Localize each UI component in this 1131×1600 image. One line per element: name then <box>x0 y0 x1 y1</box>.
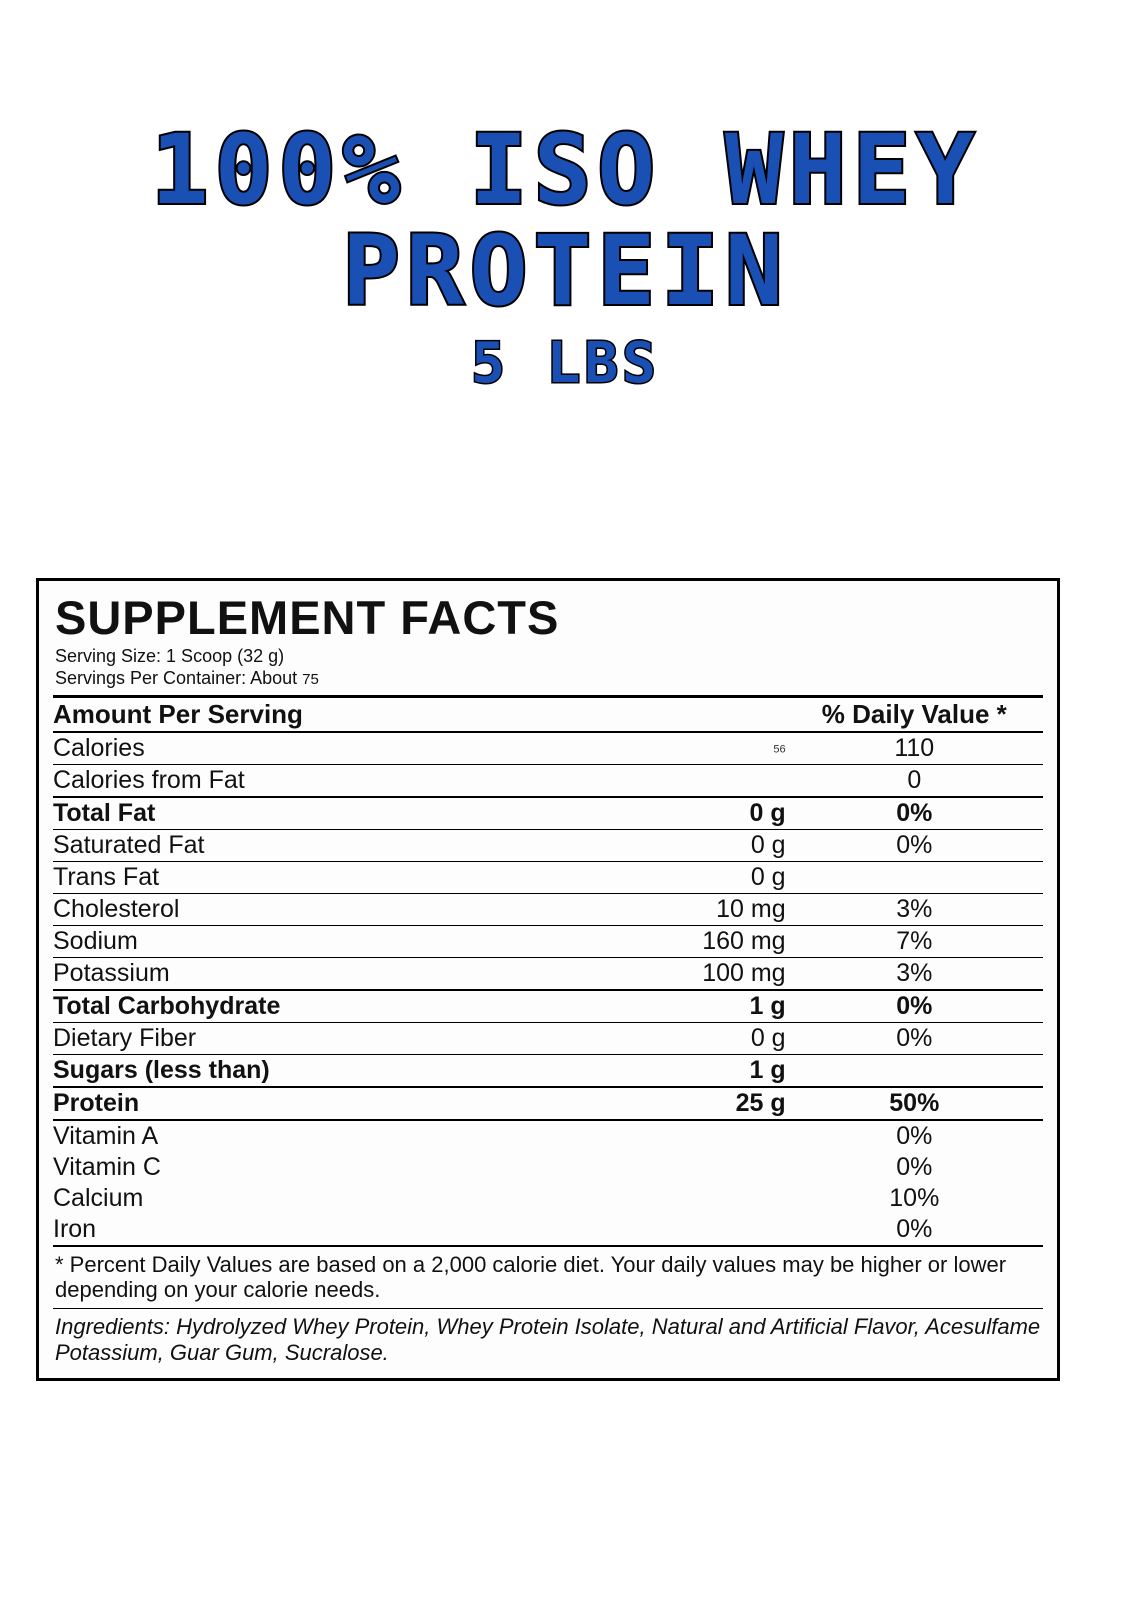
row-name: Iron <box>53 1214 97 1243</box>
row-name: Trans Fat <box>53 861 568 893</box>
row-dv: 0% <box>786 990 1043 1023</box>
row-name: Cholesterol <box>53 893 568 925</box>
table-row <box>53 925 1043 957</box>
row-dv <box>786 1054 1043 1087</box>
row-dv: 0% <box>786 829 1043 861</box>
row-dv <box>786 861 1043 893</box>
row-dv: 0 <box>786 764 1043 797</box>
row-name: Vitamin A <box>53 1120 568 1152</box>
row-amount: 0 g <box>568 797 786 830</box>
row-dv: 110 <box>786 732 1043 765</box>
table-row <box>53 1183 1043 1214</box>
row-dv: 3% <box>786 957 1043 990</box>
row-name: Saturated Fat <box>53 829 568 861</box>
supplement-facts-heading: SUPPLEMENT FACTS <box>55 591 560 644</box>
table-row <box>53 1022 1043 1054</box>
servings-per-container-value: 75 <box>302 670 319 688</box>
row-amount <box>568 764 786 797</box>
amount-per-serving-header: Amount Per Serving <box>53 698 303 729</box>
table-row <box>53 797 1043 830</box>
product-title-line-1: 100% ISO WHEY <box>150 114 981 226</box>
row-name: Dietary Fiber <box>53 1022 568 1054</box>
row-dv: 0% <box>896 1214 933 1243</box>
row-name: Calories <box>53 732 568 765</box>
row-dv: 0% <box>896 1152 933 1181</box>
table-row <box>53 829 1043 861</box>
row-name: Protein <box>53 1087 568 1120</box>
row-name: Calories from Fat <box>53 764 568 797</box>
row-amount <box>568 732 786 765</box>
row-amount <box>568 1152 786 1183</box>
amount-column-spacer <box>568 698 786 732</box>
row-amount: 0 g <box>568 1022 786 1054</box>
row-amount: 25 g <box>568 1087 786 1120</box>
row-amount: 1 g <box>568 990 786 1023</box>
row-amount: 0 g <box>568 829 786 861</box>
row-dv: 0% <box>786 1120 1043 1152</box>
row-dv: 50% <box>786 1087 1043 1120</box>
row-name: Potassium <box>53 957 568 990</box>
table-row <box>53 1087 1043 1120</box>
row-amount: 160 mg <box>568 925 786 957</box>
row-amount <box>568 1214 786 1245</box>
row-dv: 3% <box>786 893 1043 925</box>
table-row <box>53 1120 1043 1152</box>
supplement-facts-panel <box>36 578 1060 1381</box>
row-name: Sodium <box>53 925 568 957</box>
table-row <box>53 990 1043 1023</box>
row-amount <box>568 1183 786 1214</box>
product-size-label: 5 LBS <box>471 330 660 396</box>
row-amount <box>568 1120 786 1152</box>
row-dv: 0% <box>786 797 1043 830</box>
table-row <box>53 1214 1043 1245</box>
servings-per-container-text <box>55 668 1043 689</box>
row-dv: 10% <box>889 1183 940 1212</box>
row-name: Total Fat <box>53 797 568 830</box>
row-name: Sugars (less than) <box>53 1054 568 1087</box>
table-row <box>53 1152 1043 1183</box>
row-amount: 0 g <box>568 861 786 893</box>
daily-value-header: % Daily Value * <box>821 698 1007 729</box>
row-amount: 1 g <box>568 1054 786 1087</box>
table-row <box>53 893 1043 925</box>
row-dv: 0% <box>786 1022 1043 1054</box>
serving-size-text: Serving Size: 1 Scoop (32 g) <box>55 646 285 667</box>
row-name: Vitamin C <box>53 1152 161 1181</box>
daily-value-footnote: * Percent Daily Values are based on a 2,000 calorie diet. Your daily values may be higher or lower depending on your calorie needs. <box>55 1251 1007 1303</box>
product-title-block <box>0 114 1131 396</box>
table-header-row <box>53 698 1043 732</box>
table-row <box>53 861 1043 893</box>
calories-mark: 56 <box>773 743 786 756</box>
row-amount: 10 mg <box>568 893 786 925</box>
servings-per-container-label: Servings Per Container: About <box>55 667 298 688</box>
table-row <box>53 957 1043 990</box>
nutrition-table <box>53 698 1043 1245</box>
row-name: Calcium <box>53 1183 144 1212</box>
ingredients-text: Ingredients: Hydrolyzed Whey Protein, Whey Protein Isolate, Natural and Artificial Flavor, Acesulfame Potassium, Guar Gum, Sucralose. <box>55 1313 1041 1365</box>
row-amount: 100 mg <box>568 957 786 990</box>
table-row <box>53 732 1043 765</box>
table-row <box>53 764 1043 797</box>
product-title-line-2: PROTEIN <box>342 214 789 327</box>
table-row <box>53 1054 1043 1087</box>
row-dv: 7% <box>786 925 1043 957</box>
row-name: Total Carbohydrate <box>53 990 568 1023</box>
